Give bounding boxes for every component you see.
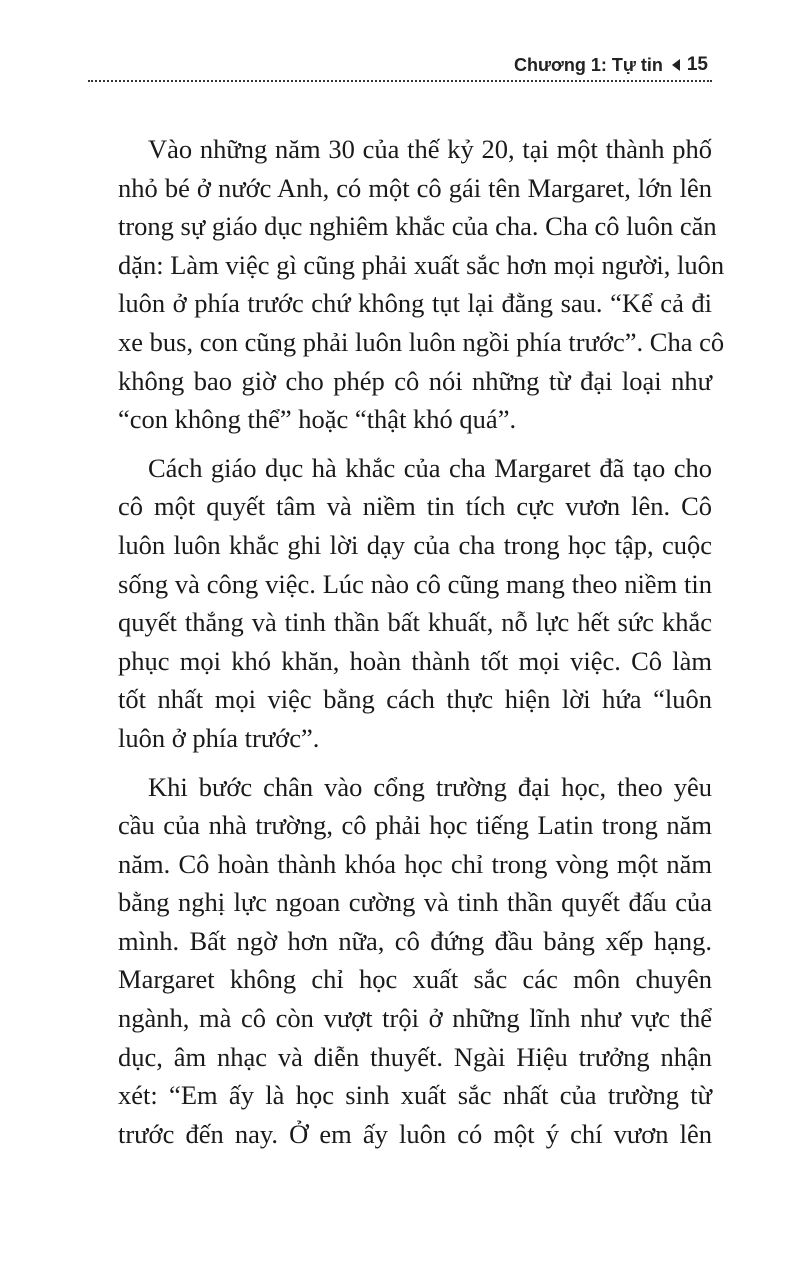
text-line: tốt nhất mọi việc bằng cách thực hiện lời hứa “luôn [118,684,712,715]
text-line: xét: “Em ấy là học sinh xuất sắc nhất của trường từ [118,1080,712,1111]
header-right [514,54,708,76]
text-line: ngành, mà cô còn vượt trội ở những lĩnh như vực thể [118,1003,712,1034]
text-line: Margaret không chỉ học xuất sắc các môn chuyên [118,964,712,995]
running-header [88,46,712,82]
text-line: nhỏ bé ở nước Anh, có một cô gái tên Margaret, lớn lên [118,172,712,203]
paragraph-1 [118,130,725,439]
text-line: dục, âm nhạc và diễn thuyết. Ngài Hiệu trưởng nhận [118,1041,712,1072]
paragraph-2 [118,449,712,758]
text-line: cầu của nhà trường, cô phải học tiếng Latin trong năm [118,810,712,841]
paragraph-3 [118,768,712,1154]
page-number: 15 [686,54,708,75]
text-line: xe bus, con cũng phải luôn luôn ngồi phía trước”. Cha cô [118,326,725,357]
body-text [118,130,725,1153]
text-line: trước đến nay. Ở em ấy luôn có một ý chí vươn lên [118,1118,712,1149]
text-line: Cách giáo dục hà khắc của cha Margaret đã tạo cho [148,452,712,483]
text-line: không bao giờ cho phép cô nói những từ đại loại như [118,365,712,396]
text-line: Vào những năm 30 của thế kỷ 20, tại một thành phố [148,134,712,164]
chapter-title: Chương 1: Tự tin [514,54,663,75]
text-line: bằng nghị lực ngoan cường và tinh thần quyết đấu của [118,887,712,918]
text-line: luôn ở phía trước chứ không tụt lại đằng sau. “Kể cả đi [118,288,712,319]
text-line: dặn: Làm việc gì cũng phải xuất sắc hơn mọi người, luôn [118,249,725,280]
text-line: trong sự giáo dục nghiêm khắc của cha. Cha cô luôn căn [118,211,717,242]
text-line: phục mọi khó khăn, hoàn thành tốt mọi việc. Cô làm [118,645,712,676]
text-line: năm. Cô hoàn thành khóa học chỉ trong vòng một năm [118,848,712,879]
text-line: mình. Bất ngờ hơn nữa, cô đứng đầu bảng xếp hạng. [118,925,712,956]
text-line: luôn ở phía trước”. [118,722,320,753]
left-arrow-icon [672,59,680,71]
text-line: Khi bước chân vào cổng trường đại học, theo yêu [148,771,712,802]
text-line: sống và công việc. Lúc nào cô cũng mang theo niềm tin [118,568,712,599]
text-line: luôn luôn khắc ghi lời dạy của cha trong học tập, cuộc [118,529,712,560]
text-line: cô một quyết tâm và niềm tin tích cực vươn lên. Cô [118,491,712,522]
text-line: quyết thắng và tinh thần bất khuất, nỗ lực hết sức khắc [118,607,712,638]
text-line: “con không thể” hoặc “thật khó quá”. [118,404,517,435]
